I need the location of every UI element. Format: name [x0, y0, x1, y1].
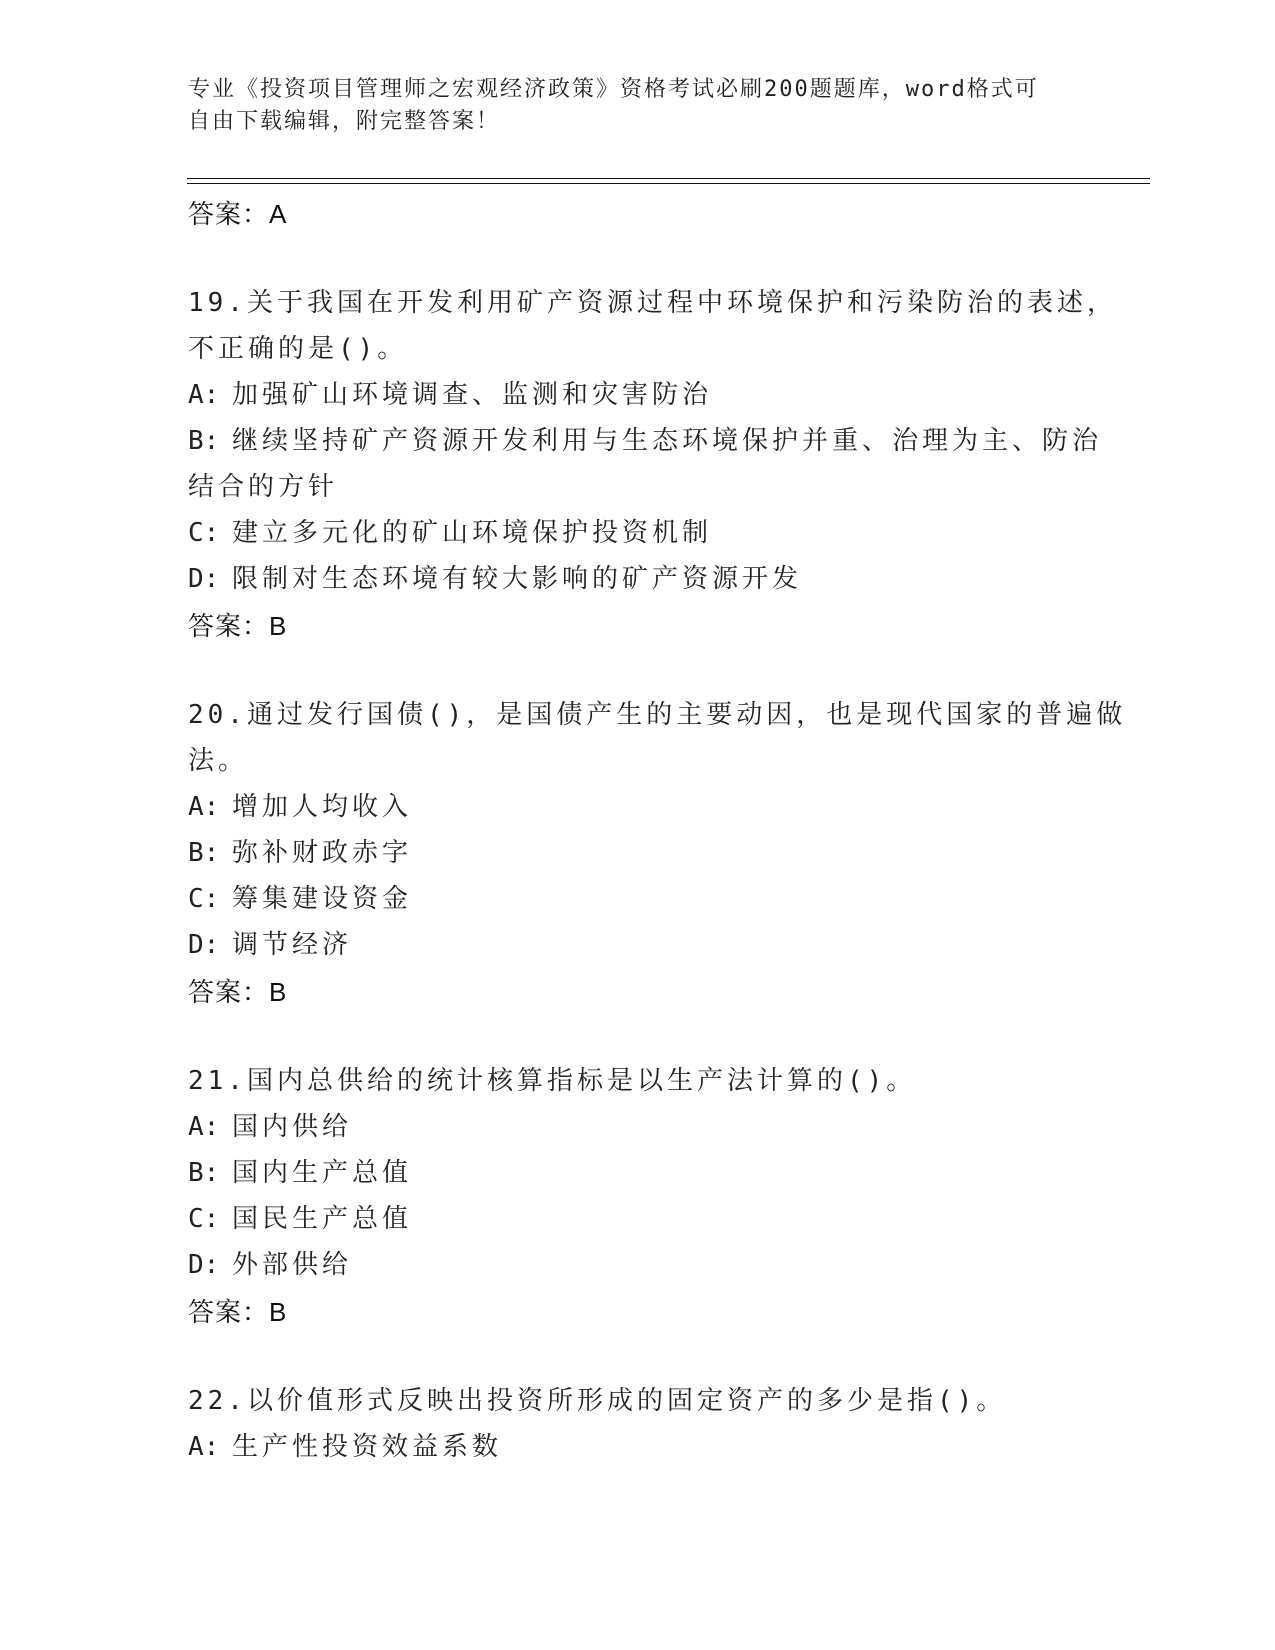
- option-letter: C:: [188, 518, 220, 548]
- question-text: 19.关于我国在开发利用矿产资源过程中环境保护和污染防治的表述，: [188, 288, 1117, 318]
- option-letter: A:: [188, 792, 220, 822]
- option-text: 建立多元化的矿山环境保护投资机制: [232, 518, 713, 548]
- question-text: 不正确的是()。: [188, 334, 408, 364]
- option-c: [188, 876, 1088, 922]
- option-b: [188, 418, 1103, 510]
- option-d: [188, 1242, 1088, 1288]
- option-letter: A:: [188, 380, 220, 410]
- question-19: [188, 280, 1117, 372]
- option-d: [188, 556, 1088, 602]
- option-text: 继续坚持矿产资源开发利用与生态环境保护并重、治理为主、防治: [232, 426, 1103, 456]
- option-letter: D:: [188, 930, 220, 960]
- option-d: [188, 922, 1088, 968]
- option-text: 弥补财政赤字: [232, 838, 413, 868]
- option-text: 加强矿山环境调查、监测和灾害防治: [232, 380, 713, 410]
- option-text: 国内生产总值: [232, 1158, 413, 1188]
- option-text: 结合的方针: [188, 472, 339, 502]
- option-text: 生产性投资效益系数: [232, 1432, 503, 1462]
- question-text: 22.以价值形式反映出投资所形成的固定资产的多少是指()。: [188, 1386, 1007, 1416]
- header-line-2: 自由下载编辑，附完整答案！: [188, 109, 501, 134]
- option-b: [188, 1150, 1088, 1196]
- option-text: 筹集建设资金: [232, 884, 413, 914]
- answer-line: 答案：B: [188, 1297, 288, 1327]
- option-a: [188, 1424, 1088, 1470]
- question-text: 法。: [188, 746, 249, 776]
- question-text: 20.通过发行国债()，是国债产生的主要动因，也是现代国家的普遍做: [188, 700, 1127, 730]
- option-text: 调节经济: [232, 930, 353, 960]
- option-a: [188, 372, 1088, 418]
- question-21: [188, 1058, 1088, 1104]
- header-line-1: 专业《投资项目管理师之宏观经济政策》资格考试必刷200题题库，word格式可: [188, 77, 1039, 102]
- option-letter: C:: [188, 884, 220, 914]
- answer-line: 答案：B: [188, 611, 288, 641]
- answer-line: 答案：B: [188, 977, 288, 1007]
- option-c: [188, 1196, 1088, 1242]
- option-c: [188, 510, 1088, 556]
- option-letter: C:: [188, 1204, 220, 1234]
- answer-line: 答案：A: [188, 199, 288, 229]
- question-22: [188, 1378, 1088, 1424]
- option-text: 国内供给: [232, 1112, 353, 1142]
- question-20: [188, 692, 1127, 784]
- header-divider-top: [187, 178, 1150, 179]
- option-a: [188, 1104, 1088, 1150]
- header-divider-bottom: [187, 183, 1150, 184]
- option-letter: D:: [188, 564, 220, 594]
- option-text: 增加人均收入: [232, 792, 413, 822]
- document-header: [188, 74, 1068, 138]
- option-b: [188, 830, 1088, 876]
- option-letter: B:: [188, 1158, 220, 1188]
- option-letter: D:: [188, 1250, 220, 1280]
- option-letter: B:: [188, 426, 220, 456]
- option-letter: A:: [188, 1112, 220, 1142]
- option-letter: B:: [188, 838, 220, 868]
- question-text: 21.国内总供给的统计核算指标是以生产法计算的()。: [188, 1066, 917, 1096]
- option-text: 限制对生态环境有较大影响的矿产资源开发: [232, 564, 803, 594]
- option-letter: A:: [188, 1432, 220, 1462]
- option-text: 国民生产总值: [232, 1204, 413, 1234]
- option-text: 外部供给: [232, 1250, 353, 1280]
- option-a: [188, 784, 1088, 830]
- question-list: [188, 190, 1127, 1470]
